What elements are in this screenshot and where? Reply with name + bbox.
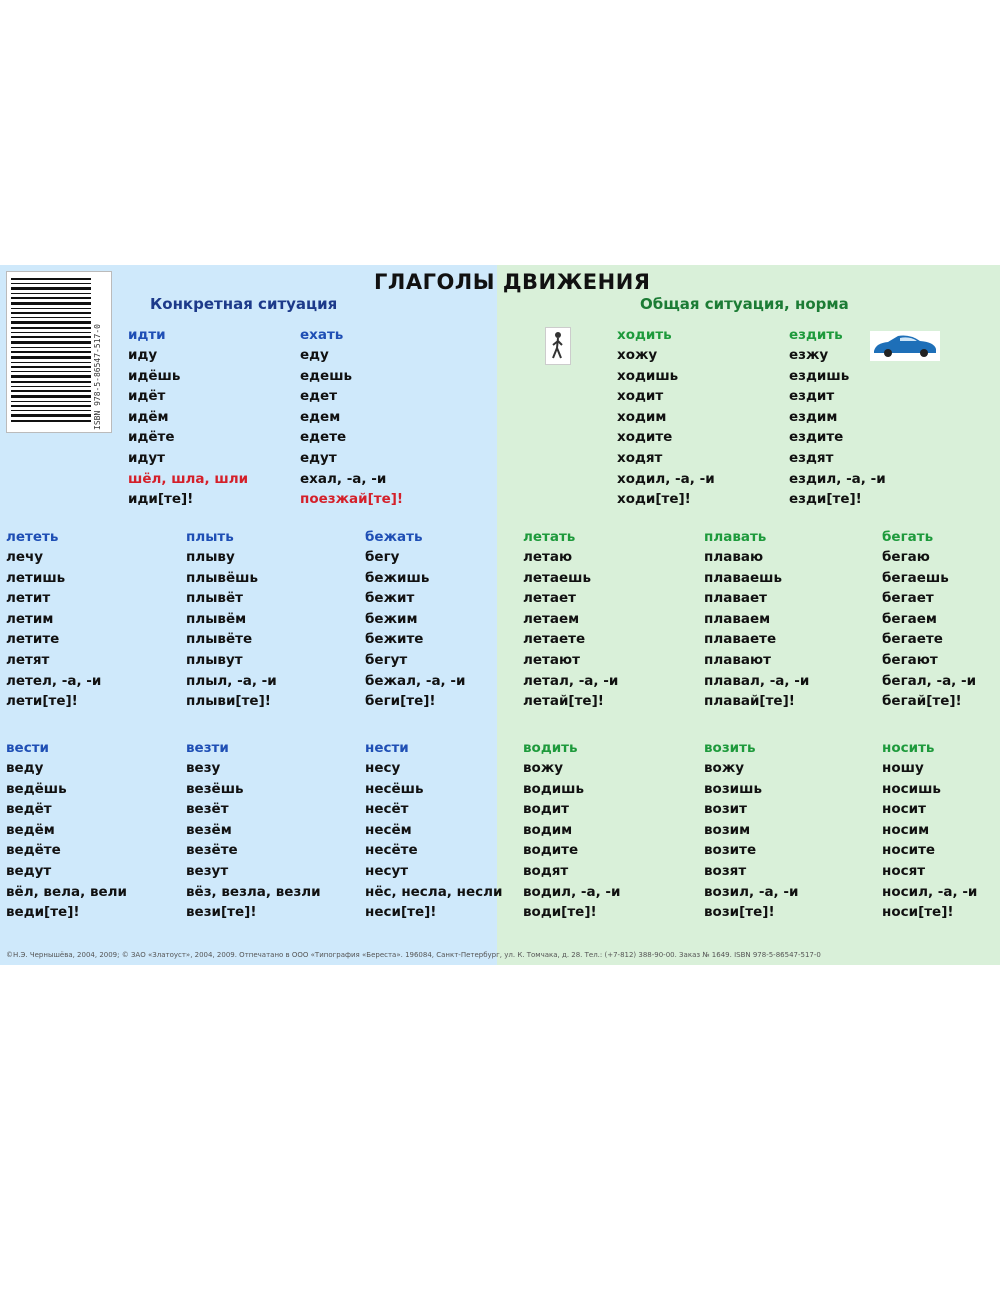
column-nesti [365,738,502,923]
column-plavat [704,527,809,712]
verb-head: нести [365,740,409,756]
verb-form: бежишь [365,569,430,586]
verb-form: летает [523,590,576,607]
verb-form: летаем [523,610,580,627]
verb-form: плывёте [186,631,253,648]
verb-form: летал, -а, -и [523,672,619,689]
verb-form: едем [300,408,341,425]
verb-form: летит [6,590,51,607]
verb-form: бегаю [882,549,930,565]
verb-form: плавал, -а, -и [704,672,810,689]
walking-person-icon [545,327,571,365]
verb-form: еду [300,347,329,363]
verb-form: несём [365,821,412,838]
verb-head: ездить [789,327,843,343]
verb-form: ходят [617,449,663,466]
verb-form: водишь [523,780,585,797]
verb-form: носи[те]! [882,904,954,921]
verb-form: везут [186,862,229,879]
verb-head: идти [128,327,166,343]
verb-form: плаваем [704,610,771,627]
verb-form: ездите [789,429,844,446]
verb-form: вёз, везла, везли [186,883,321,900]
verb-form: плавают [704,651,771,668]
verb-form: ходи[те]! [617,491,691,508]
verb-form: ведут [6,862,52,879]
verb-form: бегаете [882,631,943,648]
verb-form: плаваю [704,549,764,565]
verb-form: летаешь [523,569,592,586]
verb-form: водите [523,842,579,859]
verb-form: едешь [300,367,353,384]
verb-form: ездишь [789,367,850,384]
verb-form: ездят [789,449,834,466]
verb-form: везёшь [186,780,244,797]
verb-form: идёт [128,388,166,405]
subtitle-concrete: Конкретная ситуация [150,295,338,313]
column-idti [128,325,248,510]
verb-form: едут [300,449,337,466]
verb-head: вести [6,740,49,756]
verb-form: ведём [6,821,55,838]
verb-form: едет [300,388,338,405]
verb-form: вожу [523,760,564,776]
page-title: ГЛАГОЛЫ ДВИЖЕНИЯ [374,270,651,294]
column-letat [523,527,618,712]
column-bezhat [365,527,465,712]
verb-form: несу [365,760,401,776]
verb-form: плаваете [704,631,777,648]
verb-form: носим [882,821,930,838]
verb-form: плыви[те]! [186,693,271,710]
verb-form: летел, -а, -и [6,672,102,689]
verb-head: везти [186,740,229,756]
verb-form: носите [882,842,936,859]
verb-form: летим [6,610,54,627]
verb-form: летают [523,651,580,668]
column-nosit [882,738,977,923]
verb-form: водит [523,801,570,818]
verb-imperative: иди[те]! [128,491,194,508]
verb-form: лечу [6,549,44,565]
verb-head: ехать [300,327,344,343]
verb-form: ведёшь [6,780,67,797]
verb-form: бегал, -а, -и [882,672,977,689]
verb-form: водил, -а, -и [523,883,621,900]
subtitle-general: Общая ситуация, норма [640,295,849,313]
verb-form: летят [6,651,50,668]
verb-form: иду [128,347,158,363]
verb-form: носил, -а, -и [882,883,978,900]
verb-form: несёт [365,801,409,818]
verb-form: летите [6,631,60,648]
verb-form: летаю [523,549,573,565]
verb-form: плывёшь [186,569,258,586]
verb-form: беги[те]! [365,693,436,710]
verb-form: плывём [186,610,247,627]
column-vezti [186,738,321,923]
verb-form: везу [186,760,221,776]
verb-head: водить [523,740,578,756]
verb-form: бегаем [882,610,937,627]
verb-form: идёшь [128,367,181,384]
verb-form: бежим [365,610,418,627]
verb-form: бежит [365,590,415,607]
verb-form: плаваешь [704,569,783,586]
verb-form: водят [523,862,569,879]
verb-form: возят [704,862,747,879]
verb-form: летай[те]! [523,693,604,710]
verb-form: ходит [617,388,664,405]
verb-form: плывут [186,651,243,668]
verb-head: плавать [704,529,767,545]
verb-head: бежать [365,529,423,545]
footer-copyright: ©Н.Э. Чернышёва, 2004, 2009; © ЗАО «Златоуст», 2004, 2009. Отпечатано в ООО «Типография «Береста». 196084, Санкт-Петербург, ул. К. Томчака, д. 28. Тел.: (+7-812) 388-90-00. Заказ № 1649. ISBN 978-5-86547-517-0 [6,951,821,959]
verb-form: ходим [617,408,667,425]
verb-form: идёте [128,429,175,446]
verb-form: бежите [365,631,424,648]
column-letet [6,527,101,712]
verb-form: ведёт [6,801,52,818]
verb-form: хожу [617,347,658,363]
verb-form: веду [6,760,44,776]
verb-form: летаете [523,631,586,648]
verb-form: несёшь [365,780,424,797]
verb-form: езди[те]! [789,491,862,508]
verb-form: неси[те]! [365,904,437,921]
verb-form: возил, -а, -и [704,883,799,900]
verb-form: идут [128,449,165,466]
verb-form: бегают [882,651,938,668]
verb-form: летишь [6,569,66,586]
column-vesti [6,738,127,923]
verb-form: нёс, несла, несли [365,883,503,900]
column-begat [882,527,976,712]
verb-form: плавает [704,590,767,607]
verb-form: бегу [365,549,400,565]
verb-past-irregular: шёл, шла, шли [128,470,249,487]
verb-form: ходил, -а, -и [617,470,715,487]
isbn-text: ISBN 978-5-86547-517-0 [93,324,102,430]
verb-head: плыть [186,529,234,545]
verb-head: бегать [882,529,934,545]
verb-form: плывёт [186,590,243,607]
verb-form: возит [704,801,747,818]
verb-head: летать [523,529,576,545]
column-vodit [523,738,621,923]
column-ekhat [300,325,403,510]
verb-form: веди[те]! [6,904,80,921]
barcode [6,271,112,433]
verb-form: вези[те]! [186,904,257,921]
verb-form: ездил, -а, -и [789,470,886,487]
verb-form: ходишь [617,367,679,384]
verb-form: водим [523,821,573,838]
verb-head: лететь [6,529,59,545]
verb-form: возите [704,842,757,859]
verb-form: бегаешь [882,569,949,586]
verb-form: плавай[те]! [704,693,795,710]
verb-form: носишь [882,780,941,797]
verb-imperative-irregular: поезжай[те]! [300,491,404,508]
verb-form: ехал, -а, -и [300,470,387,487]
verb-form: плыл, -а, -и [186,672,277,689]
verb-form: ездим [789,408,838,425]
verb-form: носит [882,801,926,818]
column-khodit [617,325,715,510]
verb-form: везём [186,821,232,838]
column-vozit [704,738,798,923]
verb-form: везёт [186,801,229,818]
verb-form: вёл, вела, вели [6,883,127,900]
verb-head: носить [882,740,935,756]
verb-form: бегай[те]! [882,693,962,710]
verb-form: лети[те]! [6,693,78,710]
verb-head: ходить [617,327,672,343]
column-ezdit [789,325,886,510]
verb-form: несут [365,862,409,879]
verb-form: бегут [365,651,408,668]
verb-form: идём [128,408,169,425]
verb-form: бегает [882,590,934,607]
verb-form: ношу [882,760,924,776]
verb-form: езжу [789,347,829,363]
verb-form: везёте [186,842,238,859]
verb-form: возишь [704,780,762,797]
verb-form: возим [704,821,751,838]
verb-form: вожу [704,760,745,776]
verb-form: несёте [365,842,418,859]
verb-form: плыву [186,549,235,565]
verb-form: вози[те]! [704,904,775,921]
verbs-of-motion-card [0,265,1000,965]
verb-head: возить [704,740,756,756]
verb-form: носят [882,862,926,879]
verb-form: бежал, -а, -и [365,672,466,689]
verb-form: ходите [617,429,673,446]
verb-form: води[те]! [523,904,597,921]
verb-form: едете [300,429,347,446]
column-plyt [186,527,277,712]
verb-form: ездит [789,388,835,405]
barcode-bars-icon [11,276,91,428]
verb-form: ведёте [6,842,61,859]
